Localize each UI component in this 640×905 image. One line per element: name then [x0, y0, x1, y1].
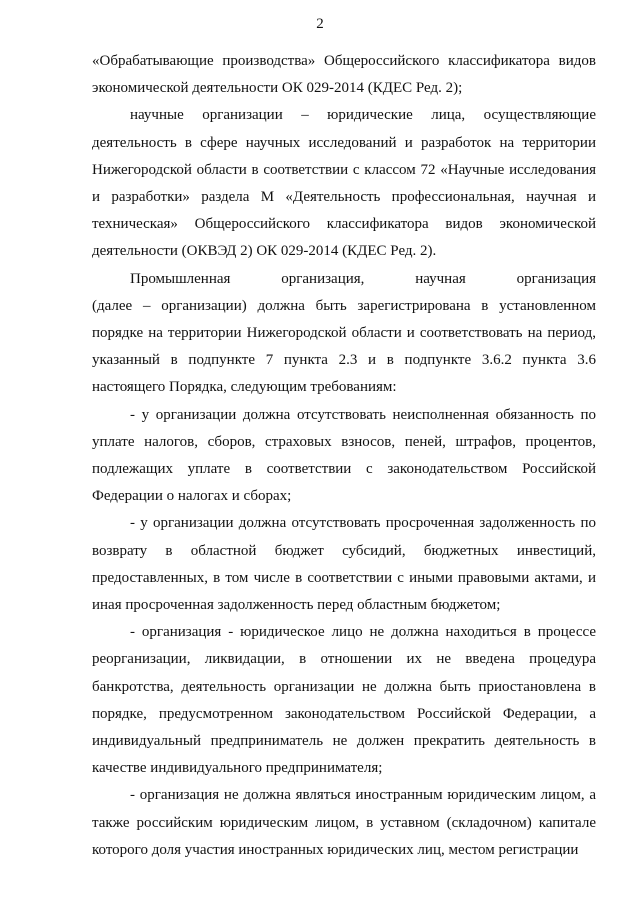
paragraph-requirements-intro: (далее – организации) должна быть зарегистрирована в установленном порядке на территории Нижегородской области и соответствовать на период, указанный в подпункте 7 пункта 2.3 и в подпункте 3.6.2 пункта 3.6 настоящего Порядка, следующим требованиям:: [92, 297, 596, 396]
document-body: [92, 48, 596, 864]
paragraph-foreign-entity-requirement: - организация не должна являться иностранным юридическим лицом, а также российским юридическим лицом, в уставном (складочном) капитале которого доля участия иностранных юридических лиц, местом регистрации: [92, 787, 596, 858]
paragraph-tax-requirement: - у организации должна отсутствовать неисполненная обязанность по уплате налогов, сборов, страховых взносов, пеней, штрафов, процентов, подлежащих уплате в соответствии с законодательством Российской Федерации о налогах и сборах;: [92, 406, 596, 505]
paragraph-scientific-organizations: научные организации – юридические лица, осуществляющие деятельность в сфере научных исследований и разработок на территории Нижегородской области в соответствии с классом 72 «Научные исследования и разработки» раздела М «Деятельность профессиональная, научная и техническая» Общероссийского классификатора видов экономической деятельности (ОКВЭД 2) ОК 029-2014 (КДЕС Ред. 2).: [92, 107, 596, 260]
paragraph-debt-requirement: - у организации должна отсутствовать просроченная задолженность по возврату в областной бюджет субсидий, бюджетных инвестиций, предоставленных, в том числе в соответствии с иными правовыми актами, и иная просроченная задолженность перед областным бюджетом;: [92, 515, 596, 614]
paragraph-reorganization-requirement: - организация - юридическое лицо не должна находиться в процессе реорганизации, ликвидации, в отношении их не введена процедура банкротства, деятельность организации не должна быть приостановлена в порядке, предусмотренном законодательством Российской Федерации, а индивидуальный предприниматель не должен прекратить деятельность в качестве индивидуального предпринимателя;: [92, 624, 596, 777]
page-number: 2: [316, 16, 324, 32]
paragraph-classifier-continuation: «Обрабатывающие производства» Общероссийского классификатора видов экономической деятельности ОК 029-2014 (КДЕС Ред. 2);: [92, 53, 596, 97]
paragraph-requirements-intro-line: Промышленная организация, научная организация: [130, 270, 596, 287]
